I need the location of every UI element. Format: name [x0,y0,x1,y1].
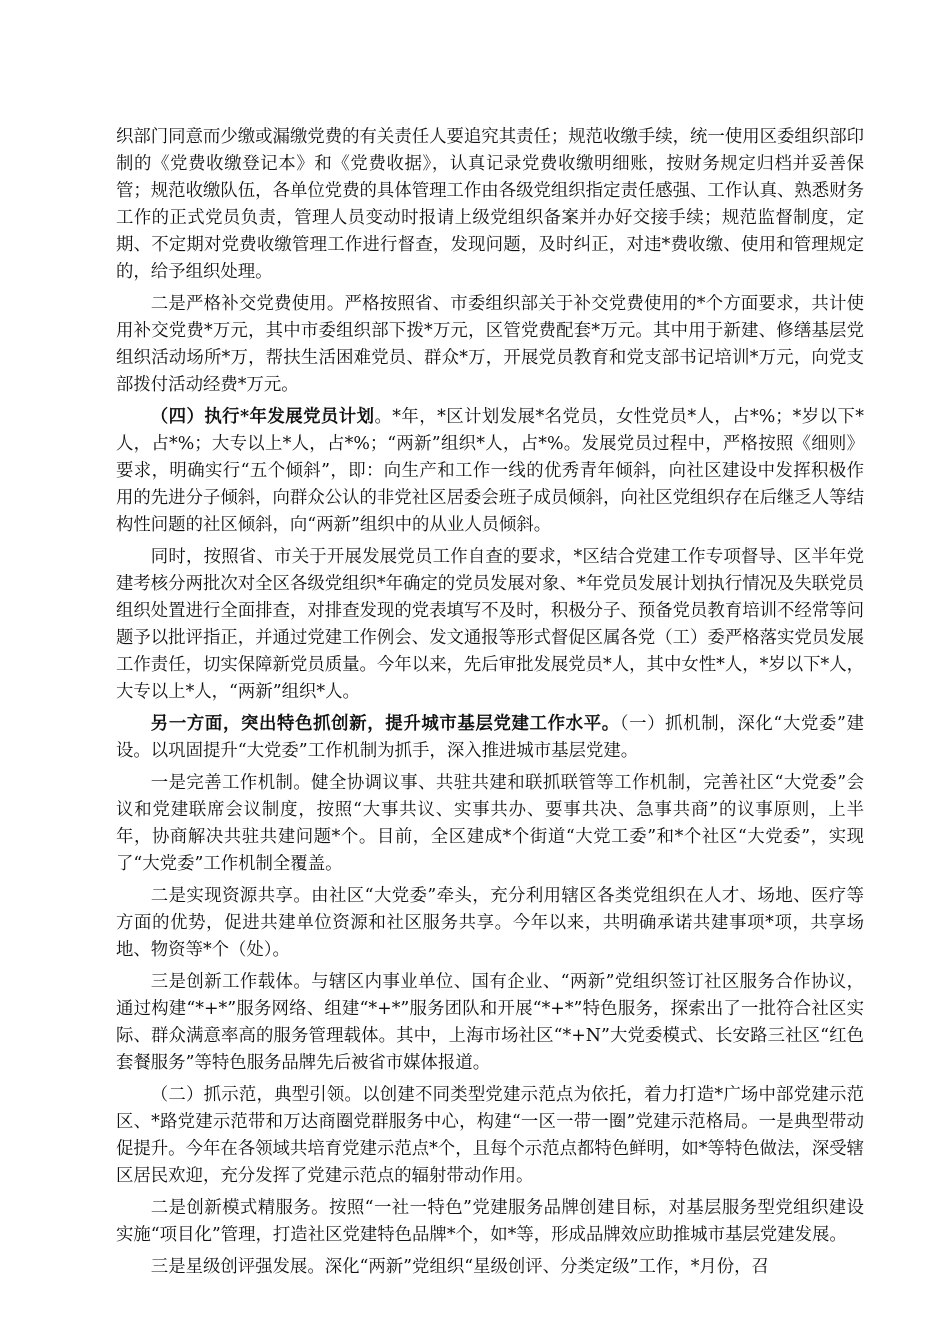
paragraph-1: 织部门同意而少缴或漏缴党费的有关责任人要追究其责任；规范收缴手续，统一使用区委组织部印制的《党费收缴登记本》和《党费收据》，认真记录党费收缴明细账，按财务规定归档并妥善保管；规范收缴队伍，各单位党费的具体管理工作由各级党组织指定责任感强、工作认真、熟悉财务工作的正式党员负责，管理人员变动时报请上级党组织备案并办好交接手续；规范监督制度，定期、不定期对党费收缴管理工作进行督查，发现问题，及时纠正，对违*费收缴、使用和管理规定的，给予组织处理。 [116,127,864,282]
paragraph-5-heading: 另一方面，突出特色抓创新，提升城市基层党建工作水平。 [150,714,620,734]
paragraph-11: 三是星级创评强发展。深化“两新”党组织“星级创评、分类定级”工作，*月份，召 [150,1257,769,1277]
document-page [116,124,864,1286]
paragraph-5-body: （一）抓机制，深化“大党委”建设。以巩固提升“大党委”工作机制为抓手，深入推进城市基层党建。 [116,714,864,761]
paragraph-3-body: 。*年，*区计划发展*名党员，女性党员*人，占*%；*岁以下*人，占*%；大专以上*人，占*%；“两新”组织*人，占*%。发展党员过程中，严格按照《细则》要求，明确实行“五个倾斜”，即：向生产和工作一线的优秀青年倾斜，向社区建设中发挥积极作用的先进分子倾斜，向群众公认的非党社区居委会班子成员倾斜，向社区党组织存在后继乏人等结构性问题的社区倾斜，向“两新”组织中的从业人员倾斜。 [116,407,864,535]
paragraph-5 [116,711,864,765]
paragraph-10: 二是创新模式精服务。按照“一社一特色”党建服务品牌创建目标，对基层服务型党组织建设实施“项目化”管理，打造社区党建特色品牌*个，如*等，形成品牌效应助推城市基层党建发展。 [116,1198,864,1245]
paragraph-9: （二）抓示范，典型引领。以创建不同类型党建示范点为依托，着力打造*广场中部党建示范区、*路党建示范带和万达商圈党群服务中心，构建“一区一带一圈”党建示范格局。一是典型带动促提升。今年在各领域共培育党建示范点*个，且每个示范点都特色鲜明，如*等特色做法，深受辖区居民欢迎，充分发挥了党建示范点的辐射带动作用。 [116,1085,864,1186]
paragraph-3 [116,404,864,539]
paragraph-6: 一是完善工作机制。健全协调议事、共驻共建和联抓联管等工作机制，完善社区“大党委”会议和党建联席会议制度，按照“大事共议、实事共办、要事共决、急事共商”的议事原则，上半年，协商解决共驻共建问题*个。目前，全区建成*个街道“大党工委”和*个社区“大党委”，实现了“大党委”工作机制全覆盖。 [116,773,864,874]
paragraph-3-heading: （四）执行*年发展党员计划 [150,407,375,427]
paragraph-4: 同时，按照省、市关于开展发展党员工作自查的要求，*区结合党建工作专项督导、区半年党建考核分两批次对全区各级党组织*年确定的党员发展对象、*年党员发展计划执行情况及失联党员组织处置进行全面排查，对排查发现的党表填写不及时，积极分子、预备党员教育培训不经常等问题予以批评指正，并通过党建工作例会、发文通报等形式督促区属各党（工）委严格落实党员发展工作责任，切实保障新党员质量。今年以来，先后审批发展党员*人，其中女性*人，*岁以下*人，大专以上*人，“两新”组织*人。 [116,547,864,702]
paragraph-8: 三是创新工作载体。与辖区内事业单位、国有企业、“两新”党组织签订社区服务合作协议，通过构建“*+*”服务网络、组建“*+*”服务团队和开展“*+*”特色服务，探索出了一批符合社区实际、群众满意率高的服务管理载体。其中，上海市场社区“*+N”大党委模式、长安路三社区“红色套餐服务”等特色服务品牌先后被省市媒体报道。 [116,972,864,1073]
paragraph-2: 二是严格补交党费使用。严格按照省、市委组织部关于补交党费使用的*个方面要求，共计使用补交党费*万元，其中市委组织部下拨*万元，区管党费配套*万元。其中用于新建、修缮基层党组织活动场所*万，帮扶生活困难党员、群众*万，开展党员教育和党支部书记培训*万元，向党支部拨付活动经费*万元。 [116,294,864,395]
paragraph-7: 二是实现资源共享。由社区“大党委”牵头，充分利用辖区各类党组织在人才、场地、医疗等方面的优势，促进共建单位资源和社区服务共享。今年以来，共明确承诺共建事项*项，共享场地、物资等*个（处）。 [116,886,864,960]
